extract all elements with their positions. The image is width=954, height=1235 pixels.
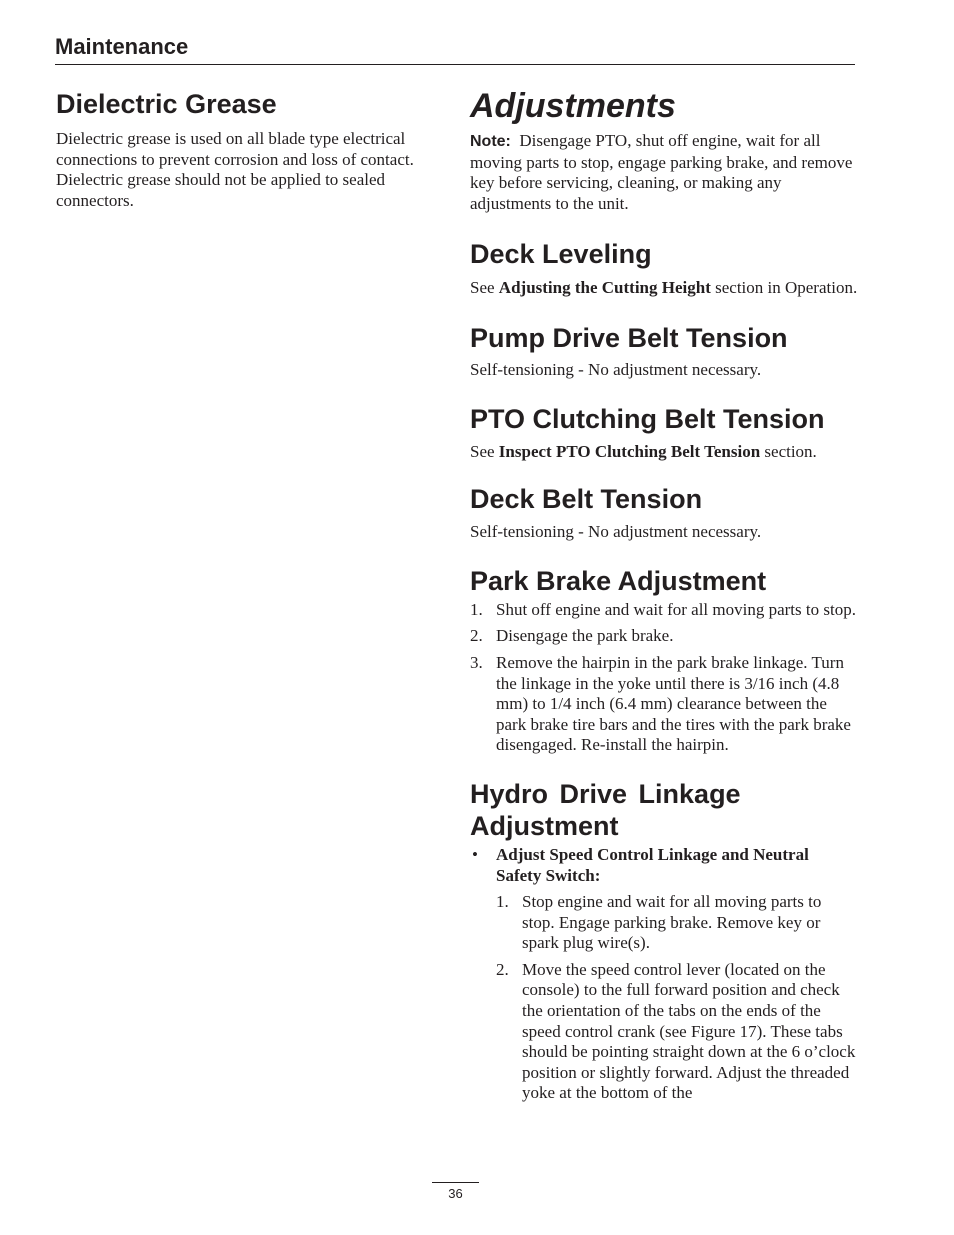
- pto-clutching-pre: See: [470, 441, 499, 461]
- list-item: [470, 653, 858, 756]
- step-number: 3.: [470, 652, 483, 672]
- bullet-text: Adjust Speed Control Linkage and Neutral Safety Switch:: [496, 844, 809, 885]
- pump-drive-heading: Pump Drive Belt Tension: [470, 322, 788, 353]
- step-text: Shut off engine and wait for all moving parts to stop.: [496, 599, 856, 619]
- left-column: [56, 88, 448, 211]
- step-number: 1.: [496, 892, 509, 912]
- dielectric-grease-heading: Dielectric Grease: [56, 89, 277, 119]
- park-brake-heading: Park Brake Adjustment: [470, 565, 767, 596]
- deck-leveling-text: [470, 278, 858, 299]
- deck-belt-text: Self-tensioning - No adjustment necessary.: [470, 522, 762, 542]
- adjustments-note: [470, 131, 858, 214]
- deck-belt-heading: Deck Belt Tension: [470, 484, 703, 515]
- list-item: [470, 845, 858, 886]
- hydro-title-line2: Adjustment: [470, 810, 619, 841]
- step-text: Stop engine and wait for all moving parts to stop. Engage parking brake. Remove key or spark plug wire(s).: [522, 892, 822, 953]
- adjustments-heading: Adjustments: [470, 87, 676, 125]
- hydro-steps: [496, 892, 858, 1104]
- list-item: [496, 960, 858, 1104]
- hydro-title-line1: Hydro Drive Linkage: [470, 778, 741, 809]
- pto-clutching-heading: PTO Clutching Belt Tension: [470, 403, 825, 434]
- deck-leveling-ref: Adjusting the Cutting Height: [498, 278, 711, 298]
- step-text: Disengage the park brake.: [496, 626, 674, 646]
- deck-leveling-heading: Deck Leveling: [470, 239, 652, 270]
- step-number: 2.: [496, 959, 509, 979]
- step-number: 1.: [470, 599, 483, 619]
- step-text: Remove the hairpin in the park brake linkage. Turn the linkage in the yoke until there is 3/16 inch (4.8 mm) to 1/4 inch (6.4 mm) clearance between the park brake tire bars and the tires with the park brake disengaged. Re-install the hairpin.: [496, 652, 851, 755]
- bullet-mark: •: [472, 844, 478, 864]
- list-item: [496, 892, 858, 954]
- pto-clutching-post: section.: [760, 441, 817, 461]
- footer-rule: [432, 1182, 479, 1183]
- step-number: 2.: [470, 626, 483, 646]
- hydro-drive-heading: [470, 778, 858, 842]
- deck-leveling-pre: See: [470, 278, 499, 298]
- note-label: Note:: [470, 133, 511, 150]
- right-column: [470, 86, 858, 1110]
- pto-clutching-ref: Inspect PTO Clutching Belt Tension: [498, 441, 761, 461]
- list-item: [470, 600, 858, 621]
- deck-leveling-post: section in Operation.: [710, 278, 858, 298]
- running-header: Maintenance: [55, 34, 189, 59]
- page-number: 36: [448, 1186, 463, 1201]
- header-rule: [55, 64, 855, 65]
- step-text: Move the speed control lever (located on the console) to the full forward position and check the orientation of the tabs on the ends of the speed control crank (see Figure 17). These tabs should be pointing straight down at the 6 o’clock position or slightly forward. Adjust the threaded yoke at the bottom of the: [522, 959, 856, 1103]
- pto-clutching-text: [470, 442, 858, 463]
- pump-drive-text: Self-tensioning - No adjustment necessary.: [470, 359, 762, 379]
- hydro-bullets: [470, 845, 858, 886]
- list-item: [470, 626, 858, 647]
- park-brake-steps: [470, 600, 858, 756]
- dielectric-grease-text: Dielectric grease is used on all blade type electrical connections to prevent corrosion and loss of contact. Dielectric grease should not be applied to sealed connectors.: [56, 129, 414, 210]
- note-text: Disengage PTO, shut off engine, wait for all moving parts to stop, engage parking brake, and remove key before servicing, cleaning, or making any adjustments to the unit.: [470, 131, 853, 213]
